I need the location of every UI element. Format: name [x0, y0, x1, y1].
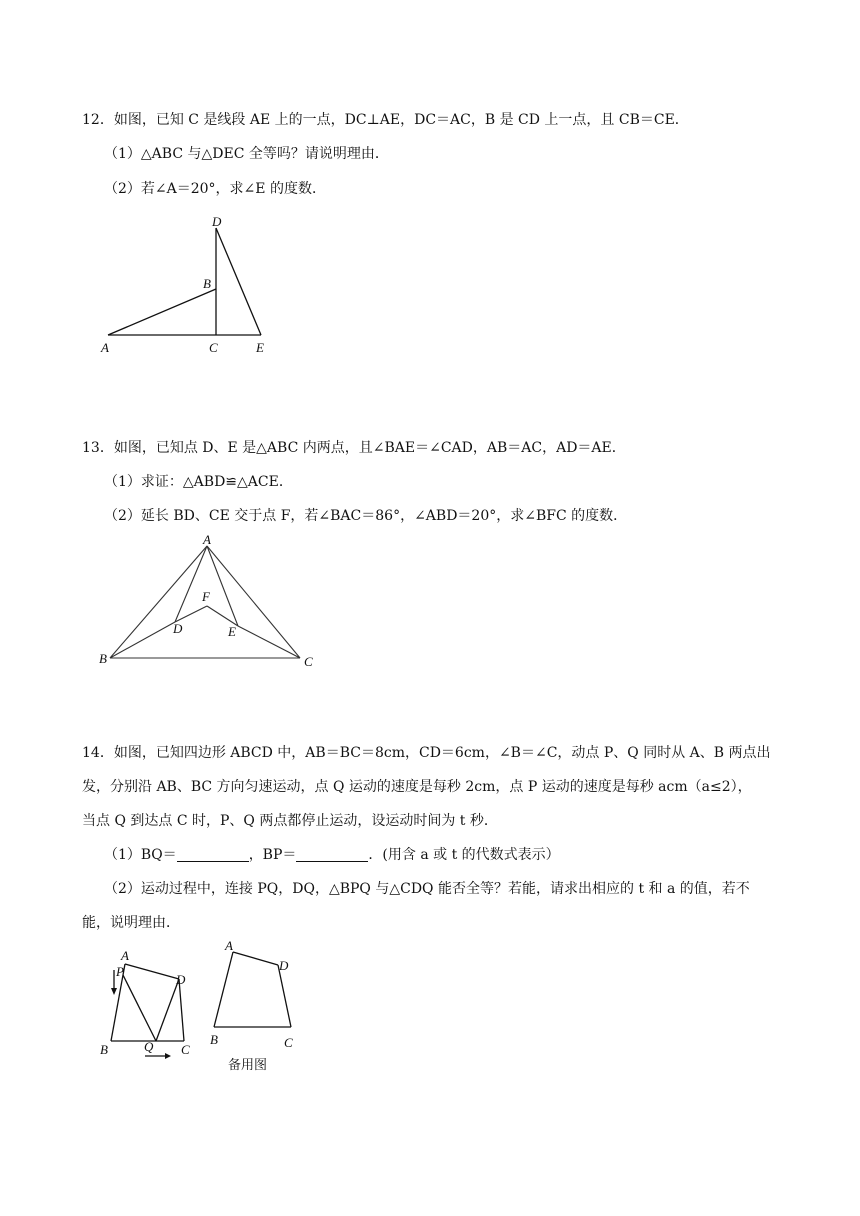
- q13-label-D: D: [173, 621, 183, 636]
- q13-label-E: E: [228, 624, 236, 639]
- q14-part1-bp: ，BP＝: [248, 847, 297, 863]
- answer-blank-bp[interactable]: [296, 847, 368, 862]
- q13-part2: （2）延长 BD、CE 交于点 F，若∠BAC＝86°，∠ABD＝20°，求∠BFC 的度数．: [104, 508, 628, 524]
- q14-stem-line3: 当点 Q 到达点 C 时，P、Q 两点都停止运动，设运动时间为 t 秒．: [82, 813, 498, 829]
- q14-label-D: D: [176, 972, 186, 987]
- q14-spare-label-C: C: [284, 1035, 293, 1050]
- q14-part2-line1: （2）运动过程中，连接 PQ，DQ，△BPQ 与△CDQ 能否全等？若能，请求出相应的 t 和 a 的值，若不: [104, 881, 750, 897]
- q14-figure-main: [95, 944, 200, 1064]
- q14-label-B: B: [100, 1042, 108, 1057]
- q13-label-A: A: [203, 532, 211, 547]
- q13-figure: [95, 530, 325, 675]
- q13-part1: （1）求证：△ABD≌△ACE．: [104, 474, 293, 490]
- q12-label-E: E: [256, 340, 264, 355]
- q14-part1-note: ．(用含 a 或 t 的代数式表示）: [368, 847, 560, 863]
- q14-spare-label-A: A: [225, 938, 233, 953]
- q14-part1: [104, 845, 560, 865]
- q14-label-C: C: [181, 1042, 190, 1057]
- q13-label-F: F: [202, 589, 210, 604]
- answer-blank-bq[interactable]: [177, 847, 249, 862]
- q14-figure-spare: [200, 936, 310, 1051]
- q12-stem: 12．如图，已知 C 是线段 AE 上的一点，DC⊥AE，DC＝AC，B 是 CD 上一点，且 CB＝CE．: [82, 112, 689, 128]
- q12-figure: [95, 210, 285, 360]
- q13-label-B: B: [99, 651, 107, 666]
- q14-stem-line1: 14．如图，已知四边形 ABCD 中，AB＝BC＝8cm，CD＝6cm，∠B＝∠C，动点 P、Q 同时从 A、B 两点出: [82, 745, 771, 761]
- q12-label-D: D: [212, 214, 222, 229]
- q14-part1-bq: （1）BQ＝: [104, 847, 177, 863]
- q14-label-P: P: [116, 964, 124, 979]
- q12-label-A: A: [101, 340, 109, 355]
- q12-part2: （2）若∠A＝20°，求∠E 的度数．: [104, 181, 326, 197]
- q14-stem-line2: 发，分别沿 AB、BC 方向匀速运动，点 Q 运动的速度是每秒 2cm，点 P 运动的速度是每秒 acm（a≤2），: [82, 779, 752, 795]
- q13-stem: 13．如图，已知点 D、E 是△ABC 内两点，且∠BAE＝∠CAD，AB＝AC，AD＝AE．: [82, 440, 626, 456]
- q12-label-B: B: [203, 276, 211, 291]
- q12-part1: （1）△ABC 与△DEC 全等吗？请说明理由．: [104, 146, 389, 162]
- q13-label-C: C: [304, 654, 313, 669]
- q14-part2-line2: 能，说明理由．: [82, 915, 180, 931]
- spare-figure-caption: 备用图: [228, 1058, 268, 1073]
- q14-label-A: A: [121, 948, 129, 963]
- q14-spare-label-D: D: [279, 958, 289, 973]
- q14-label-Q: Q: [144, 1039, 154, 1054]
- q14-spare-label-B: B: [210, 1032, 218, 1047]
- q12-label-C: C: [209, 340, 218, 355]
